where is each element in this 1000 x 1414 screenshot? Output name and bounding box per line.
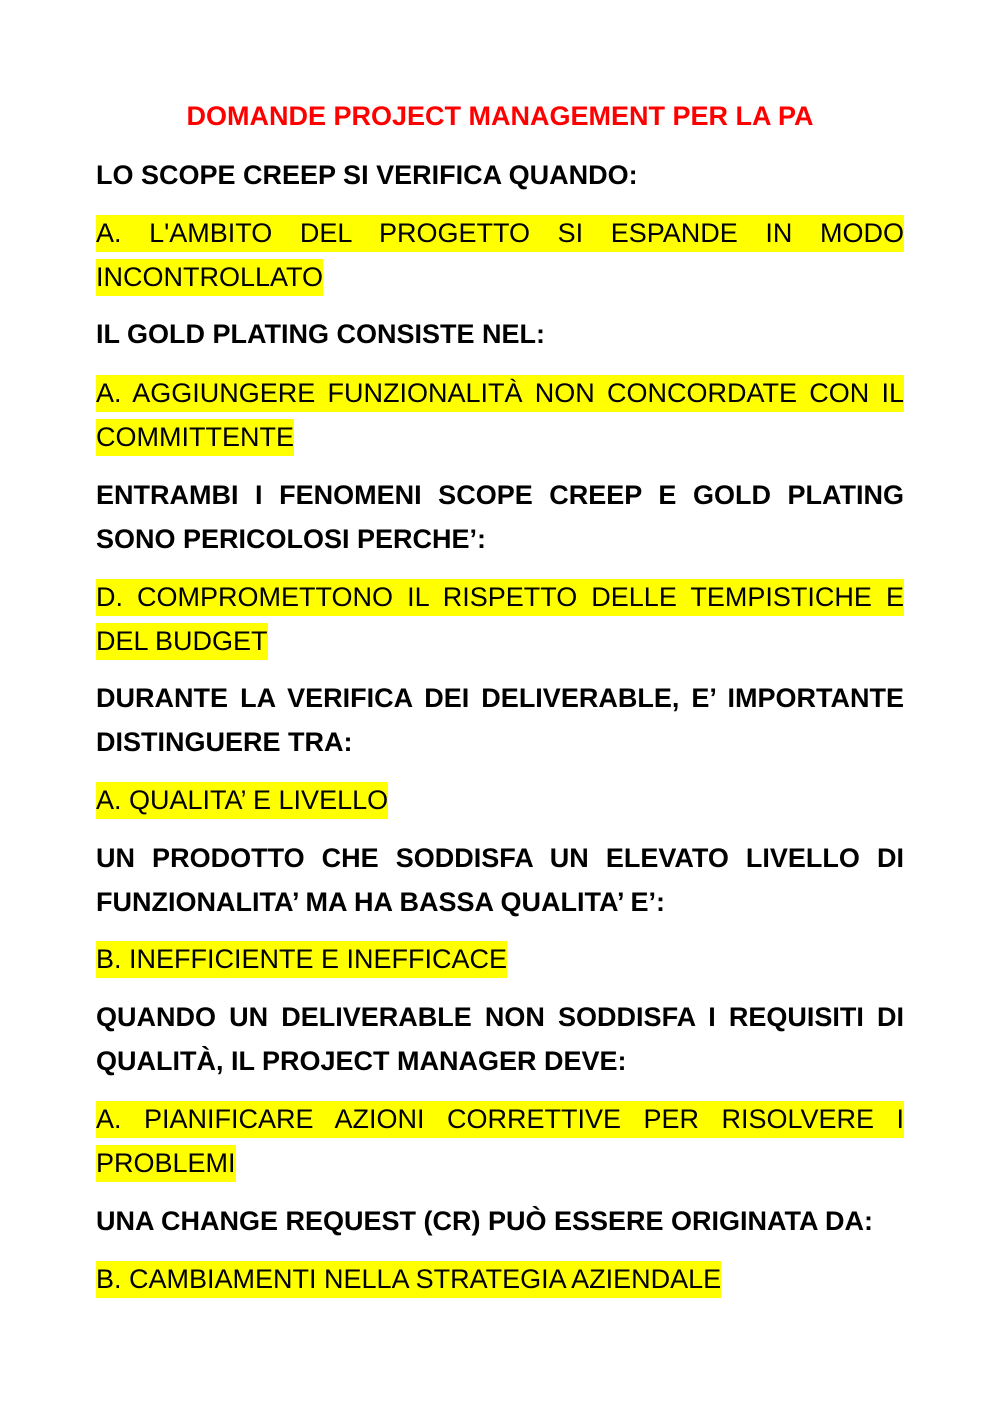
- answer-6-highlight: A. PIANIFICARE AZIONI CORRETTIVE PER RISOLVERE I PROBLEMI: [96, 1101, 904, 1182]
- question-4: DURANTE LA VERIFICA DEI DELIVERABLE, E’ IMPORTANTE DISTINGUERE TRA:: [96, 683, 904, 757]
- answer-4-highlight: A. QUALITA’ E LIVELLO: [96, 782, 388, 819]
- question-2: IL GOLD PLATING CONSISTE NEL:: [96, 319, 546, 349]
- question-7: UNA CHANGE REQUEST (CR) PUÒ ESSERE ORIGINATA DA:: [96, 1206, 874, 1236]
- answer-3: [96, 575, 904, 663]
- answer-2: [96, 371, 904, 459]
- answer-6: [96, 1097, 904, 1185]
- question-3: ENTRAMBI I FENOMENI SCOPE CREEP E GOLD PLATING SONO PERICOLOSI PERCHE’:: [96, 480, 904, 554]
- answer-1: [96, 211, 904, 299]
- question-6: QUANDO UN DELIVERABLE NON SODDISFA I REQUISITI DI QUALITÀ, IL PROJECT MANAGER DEVE:: [96, 1002, 904, 1076]
- question-1: LO SCOPE CREEP SI VERIFICA QUANDO:: [96, 160, 638, 190]
- question-5: UN PRODOTTO CHE SODDISFA UN ELEVATO LIVELLO DI FUNZIONALITA’ MA HA BASSA QUALITA’ E’:: [96, 843, 904, 917]
- answer-7: [96, 1257, 904, 1301]
- answer-4: [96, 778, 904, 822]
- document-title: DOMANDE PROJECT MANAGEMENT PER LA PA: [186, 101, 814, 131]
- qa-list: [96, 0, 904, 1414]
- answer-5-highlight: B. INEFFICIENTE E INEFFICACE: [96, 941, 507, 978]
- answer-2-highlight: A. AGGIUNGERE FUNZIONALITÀ NON CONCORDATE CON IL COMMITTENTE: [96, 375, 904, 456]
- answer-7-highlight: B. CAMBIAMENTI NELLA STRATEGIA AZIENDALE: [96, 1261, 721, 1298]
- answer-3-highlight: D. COMPROMETTONO IL RISPETTO DELLE TEMPISTICHE E DEL BUDGET: [96, 579, 904, 660]
- answer-5: [96, 937, 904, 981]
- answer-1-highlight: A. L'AMBITO DEL PROGETTO SI ESPANDE IN MODO INCONTROLLATO: [96, 215, 904, 296]
